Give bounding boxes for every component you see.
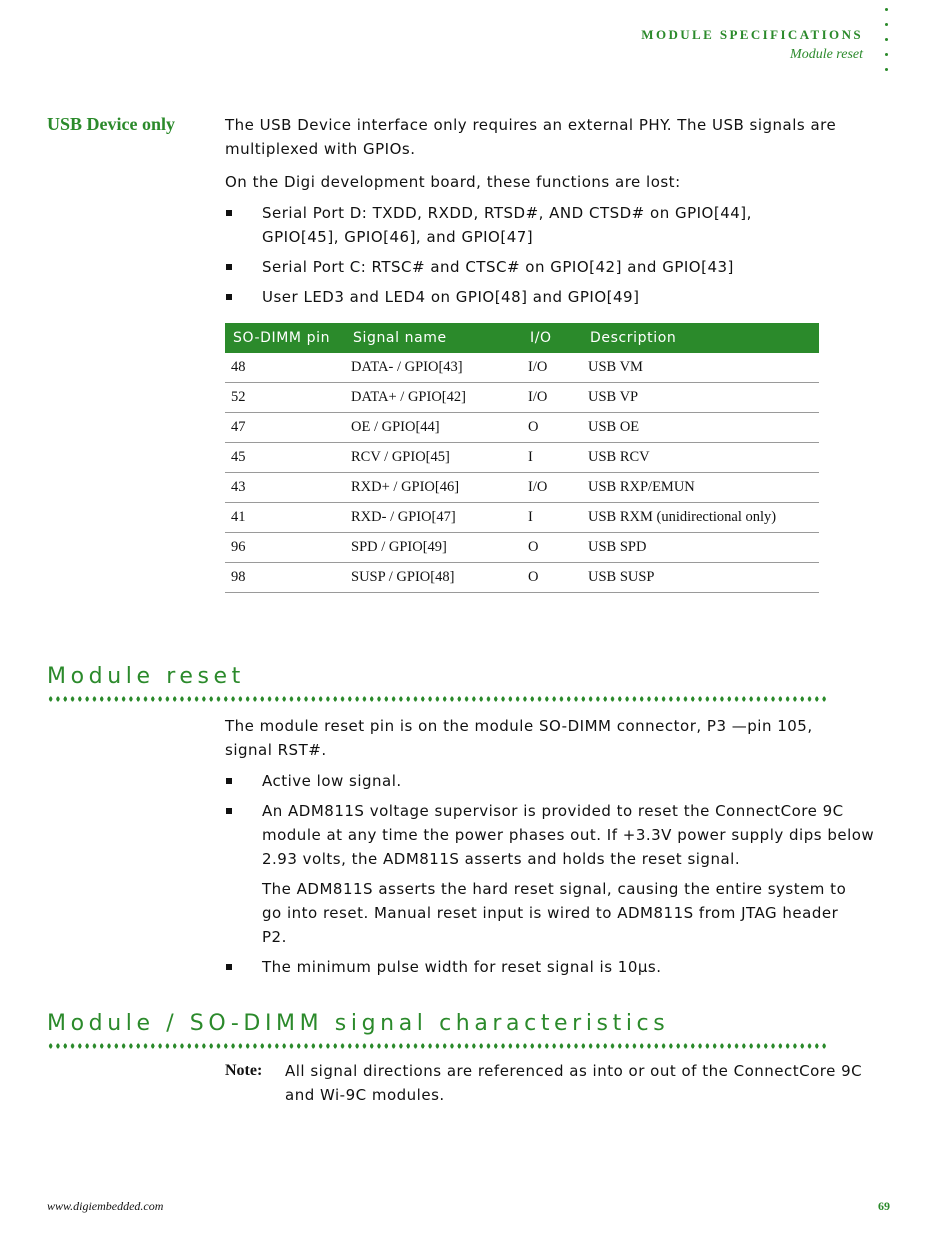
- usb-lost-intro: On the Digi development board, these functions are lost:: [225, 173, 681, 191]
- table-row: [225, 563, 819, 593]
- module-reset-section: [225, 714, 885, 985]
- usb-lost-list: [225, 201, 845, 309]
- footer-page-number: 69: [878, 1199, 890, 1213]
- module-reset-list: [225, 769, 885, 979]
- cell-description: USB VM: [582, 353, 819, 383]
- list-item-text: Serial Port D: TXDD, RXDD, RTSD#, AND CTSD# on GPIO[44], GPIO[45], GPIO[46], and GPIO[47]: [262, 204, 752, 246]
- note-text: All signal directions are referenced as into or out of the ConnectCore 9C and Wi-9C modules.: [285, 1062, 863, 1104]
- cell-io: I: [522, 503, 582, 533]
- module-reset-dot-rule: [47, 696, 828, 702]
- table-header-row: [225, 323, 819, 353]
- cell-description: USB SUSP: [582, 563, 819, 593]
- usb-device-intro: The USB Device interface only requires an external PHY. The USB signals are multiplexed with GPIOs.: [225, 116, 837, 158]
- cell-pin: 98: [225, 563, 345, 593]
- cell-signal: OE / GPIO[44]: [345, 413, 522, 443]
- cell-signal: SUSP / GPIO[48]: [345, 563, 522, 593]
- list-item: [225, 955, 885, 979]
- list-item-subparagraph: The ADM811S asserts the hard reset signal, causing the entire system to go into reset. Manual reset input is wired to ADM811S from JTAG header P2.: [262, 880, 847, 946]
- cell-pin: 41: [225, 503, 345, 533]
- cell-io: I/O: [522, 353, 582, 383]
- module-reset-intro: The module reset pin is on the module SO-DIMM connector, P3 —pin 105, signal RST#.: [225, 717, 813, 759]
- cell-signal: SPD / GPIO[49]: [345, 533, 522, 563]
- column-header-description: Description: [582, 323, 819, 353]
- header-chapter-title: MODULE SPECIFICATIONS: [641, 27, 863, 42]
- list-item-text: An ADM811S voltage supervisor is provided to reset the ConnectCore 9C module at any time the power phases out. If +3.3V power supply dips below 2.93 volts, the ADM811S asserts and holds the reset signal.: [262, 802, 875, 868]
- table-row: [225, 353, 819, 383]
- list-item: [225, 201, 832, 249]
- cell-description: USB RCV: [582, 443, 819, 473]
- table-row: [225, 473, 819, 503]
- cell-description: USB RXM (unidirectional only): [582, 503, 819, 533]
- cell-io: O: [522, 413, 582, 443]
- list-item-text: The minimum pulse width for reset signal is 10µs.: [262, 958, 662, 976]
- header-section-title: Module reset: [790, 47, 863, 62]
- module-reset-heading: Module reset: [47, 664, 245, 689]
- signal-characteristics-heading: Module / SO-DIMM signal characteristics: [47, 1011, 670, 1036]
- cell-signal: RXD- / GPIO[47]: [345, 503, 522, 533]
- column-header-pin: SO-DIMM pin: [225, 323, 345, 353]
- cell-io: O: [522, 533, 582, 563]
- cell-pin: 48: [225, 353, 345, 383]
- cell-io: I/O: [522, 473, 582, 503]
- cell-description: USB OE: [582, 413, 819, 443]
- header-dot-rule: [885, 8, 891, 83]
- list-item: [225, 255, 845, 279]
- cell-io: I: [522, 443, 582, 473]
- list-item: [225, 799, 885, 949]
- table-row: [225, 533, 819, 563]
- cell-description: USB VP: [582, 383, 819, 413]
- list-item-text: User LED3 and LED4 on GPIO[48] and GPIO[49]: [262, 288, 640, 306]
- cell-pin: 47: [225, 413, 345, 443]
- usb-device-side-heading: USB Device only: [47, 114, 175, 134]
- cell-description: USB RXP/EMUN: [582, 473, 819, 503]
- list-item: [225, 285, 845, 309]
- cell-pin: 45: [225, 443, 345, 473]
- list-item: [225, 769, 885, 793]
- cell-signal: RXD+ / GPIO[46]: [345, 473, 522, 503]
- list-item-text: Serial Port C: RTSC# and CTSC# on GPIO[42] and GPIO[43]: [262, 258, 734, 276]
- note-label: Note:: [225, 1062, 263, 1079]
- table-row: [225, 413, 819, 443]
- list-item-text: Active low signal.: [262, 772, 402, 790]
- cell-description: USB SPD: [582, 533, 819, 563]
- column-header-signal: Signal name: [345, 323, 522, 353]
- cell-io: O: [522, 563, 582, 593]
- table-row: [225, 383, 819, 413]
- usb-pin-table: [225, 323, 819, 593]
- cell-pin: 52: [225, 383, 345, 413]
- usb-device-section: [225, 113, 845, 315]
- table-row: [225, 443, 819, 473]
- footer-url: www.digiembedded.com: [47, 1199, 164, 1213]
- signal-characteristics-dot-rule: [47, 1043, 828, 1049]
- cell-signal: DATA- / GPIO[43]: [345, 353, 522, 383]
- cell-io: I/O: [522, 383, 582, 413]
- table-row: [225, 503, 819, 533]
- cell-pin: 43: [225, 473, 345, 503]
- cell-signal: RCV / GPIO[45]: [345, 443, 522, 473]
- cell-pin: 96: [225, 533, 345, 563]
- column-header-io: I/O: [522, 323, 582, 353]
- cell-signal: DATA+ / GPIO[42]: [345, 383, 522, 413]
